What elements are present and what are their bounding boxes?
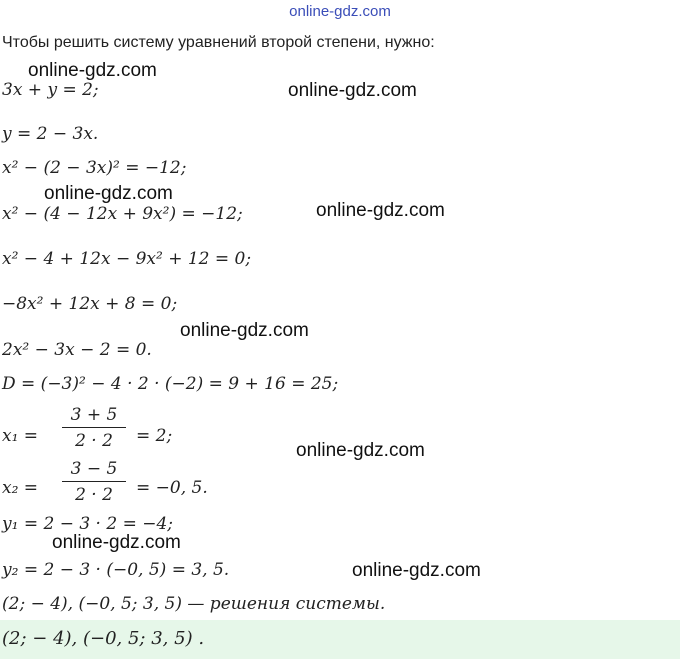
watermark: online-gdz.com — [296, 440, 425, 461]
watermark: online-gdz.com — [28, 60, 157, 81]
intro-text: Чтобы решить систему уравнений второй степени, нужно: — [2, 34, 435, 51]
equation-line-3: x² − (2 − 3x)² = −12; — [2, 158, 187, 178]
equation-line-5: x² − 4 + 12x − 9x² + 12 = 0; — [2, 249, 252, 269]
watermark: online-gdz.com — [180, 320, 309, 341]
x1-result: = 2; — [136, 426, 173, 446]
solutions-line: (2; − 4), (−0, 5; 3, 5) — решения системы. — [2, 594, 386, 614]
equation-line-2: y = 2 − 3x. — [2, 124, 99, 144]
watermark: online-gdz.com — [316, 200, 445, 221]
watermark: online-gdz.com — [288, 80, 417, 101]
site-header-link[interactable]: online-gdz.com — [289, 3, 391, 20]
fraction-bar — [62, 481, 126, 482]
watermark: online-gdz.com — [352, 560, 481, 581]
watermark: online-gdz.com — [52, 532, 181, 553]
y1-line: y₁ = 2 − 3 · 2 = −4; — [2, 514, 174, 534]
y2-line: y₂ = 2 − 3 · (−0, 5) = 3, 5. — [2, 560, 230, 580]
answer-text: (2; − 4), (−0, 5; 3, 5) . — [2, 628, 205, 649]
x2-fraction — [62, 458, 126, 506]
x1-numerator: 3 + 5 — [70, 405, 118, 425]
answer-box — [0, 620, 680, 659]
x1-label: x₁ = — [2, 426, 39, 446]
equation-line-6: −8x² + 12x + 8 = 0; — [2, 294, 178, 314]
equation-line-7: 2x² − 3x − 2 = 0. — [2, 340, 152, 360]
equation-line-4: x² − (4 − 12x + 9x²) = −12; — [2, 204, 243, 224]
fraction-bar — [62, 427, 126, 428]
watermark: online-gdz.com — [44, 183, 173, 204]
x1-fraction — [62, 404, 126, 452]
equation-line-1: 3x + y = 2; — [2, 80, 99, 100]
x1-denominator: 2 · 2 — [75, 431, 113, 451]
x2-numerator: 3 − 5 — [70, 459, 118, 479]
x2-label: x₂ = — [2, 478, 39, 498]
discriminant-line: D = (−3)² − 4 · 2 · (−2) = 9 + 16 = 25; — [2, 374, 339, 394]
x2-denominator: 2 · 2 — [75, 485, 113, 505]
x2-result: = −0, 5. — [136, 478, 208, 498]
